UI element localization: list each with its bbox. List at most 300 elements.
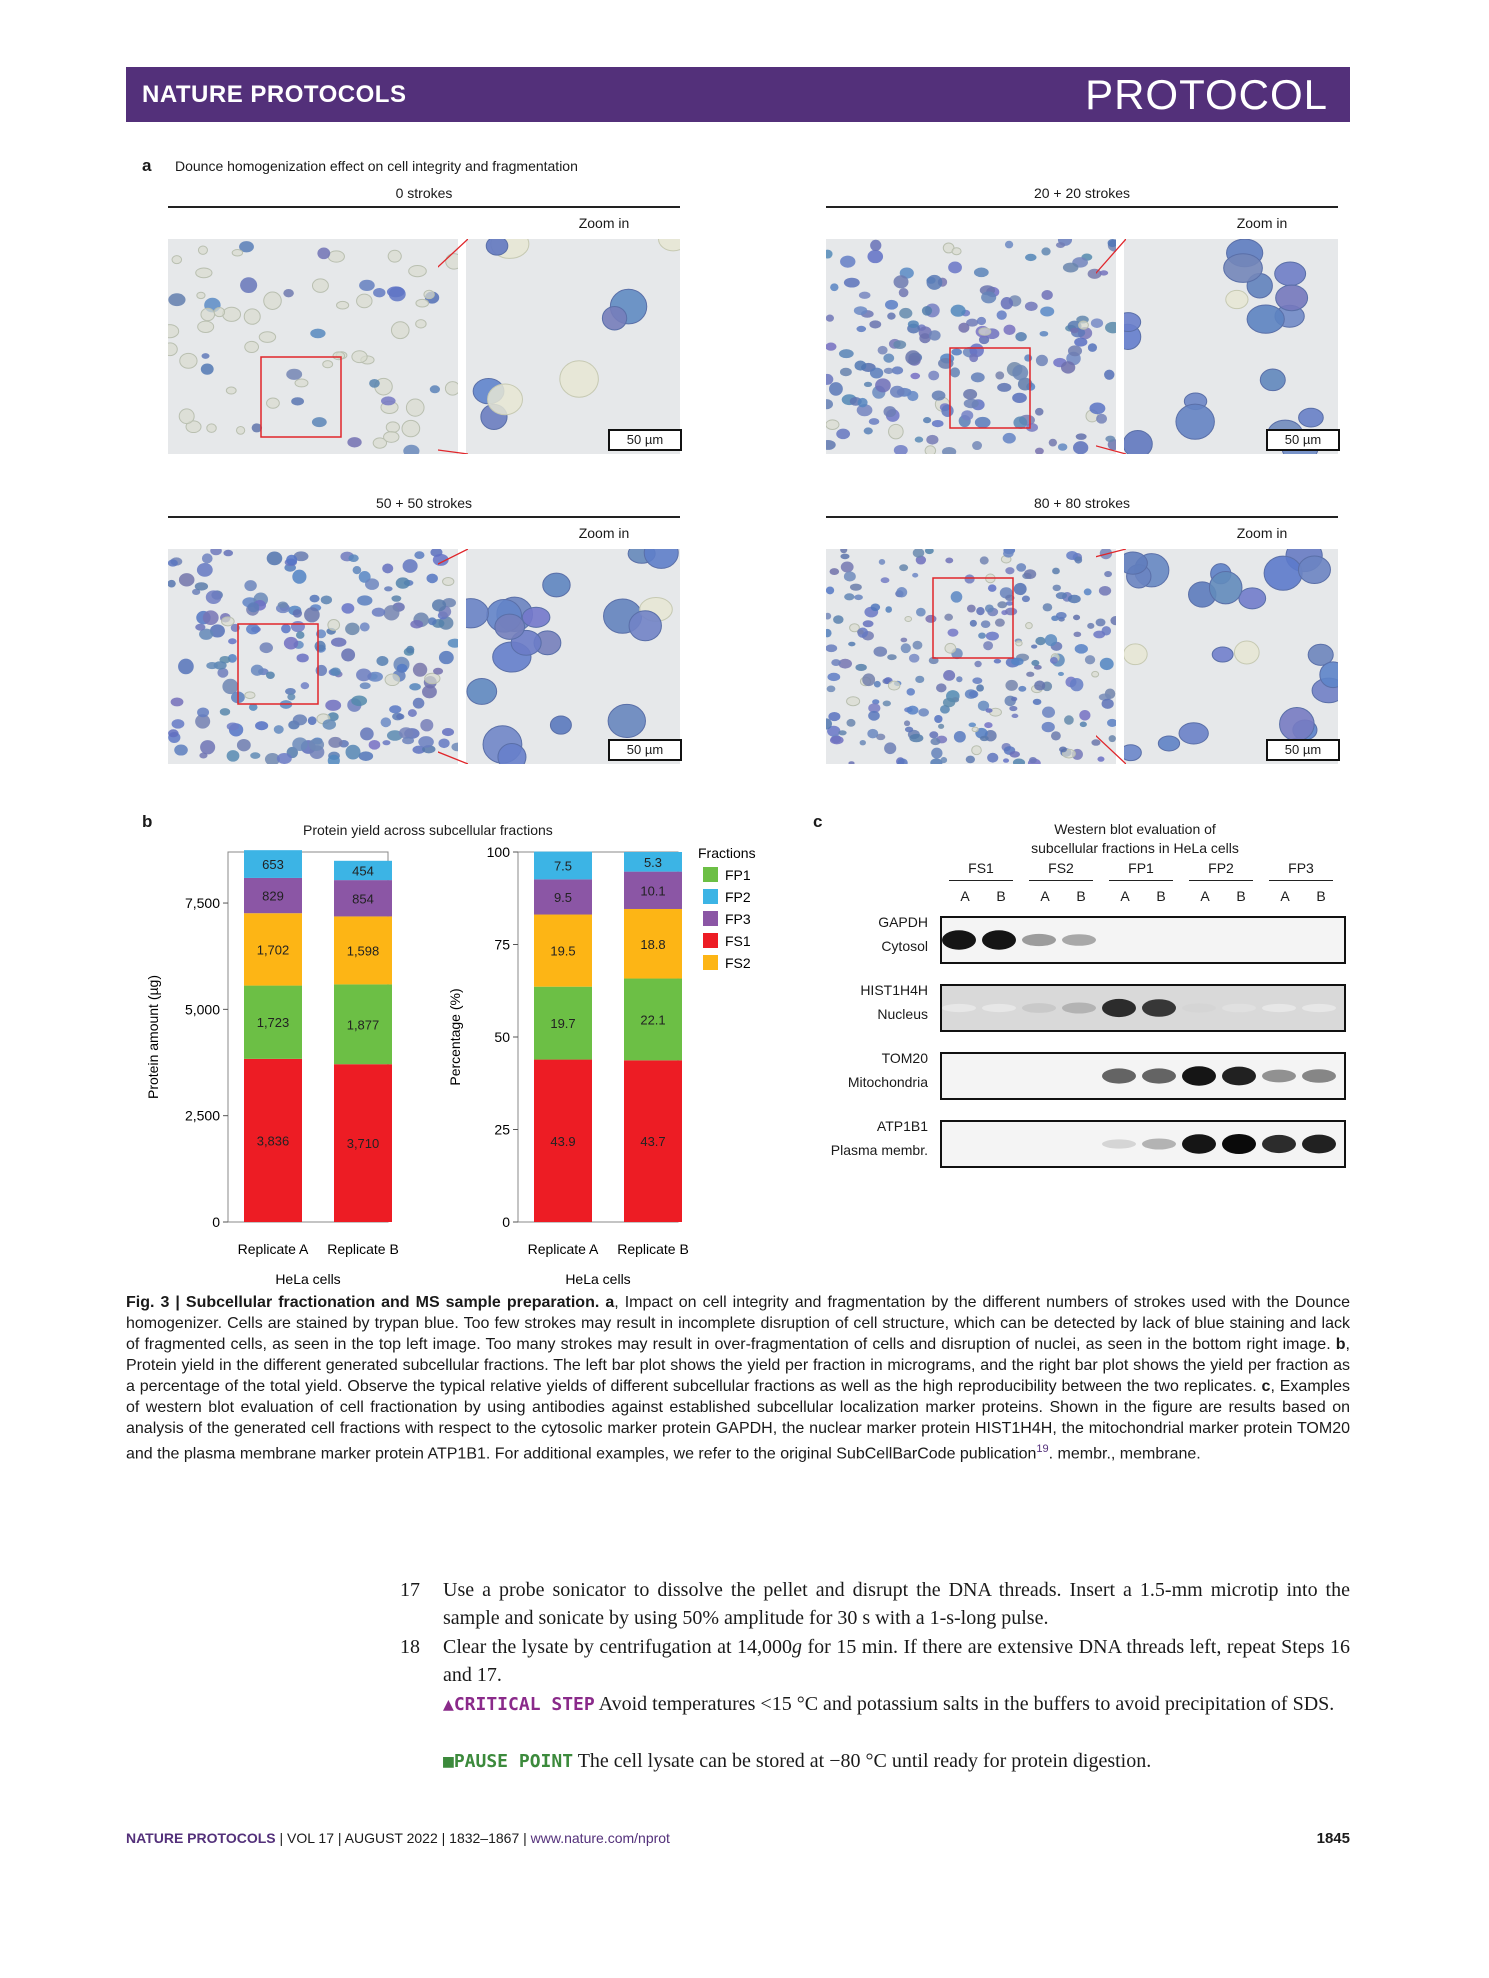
blot-band: [1182, 1066, 1216, 1085]
cell: [428, 617, 437, 625]
cell: [954, 731, 966, 743]
cell: [844, 571, 856, 581]
cell: [931, 748, 942, 759]
cell: [1025, 254, 1036, 261]
step-18-g: g: [792, 1636, 803, 1658]
caption-a-text: , Impact on cell integrity and fragmentation by the different numbers of strokes used with the Dounce homogenizer. Cells are stained by trypan blue. Too few strokes may result in incomplete disruption of cell structure, which can be detected by lack of blue staining and lack of fragmented cells, as seen in the top left image. Too many strokes may result in over-fragmentation of cells and disruption of nuclei, as seen in the bottom right image.: [126, 1294, 1351, 1353]
cell: [1005, 241, 1013, 249]
cell: [168, 729, 179, 737]
cell: [850, 584, 862, 591]
cell: [826, 629, 832, 637]
cell: [403, 559, 418, 573]
cell: [881, 577, 890, 583]
cell: [277, 753, 292, 764]
cell: [409, 683, 421, 690]
cell: [1075, 644, 1088, 654]
data-label: 18.8: [640, 936, 666, 952]
cell-zoom: [1298, 556, 1330, 584]
cell: [997, 383, 1011, 392]
cell: [986, 708, 993, 713]
blot-band: [1262, 1004, 1296, 1012]
x-tick-label: Replicate B: [327, 1241, 399, 1257]
cell: [857, 629, 864, 634]
marker-compartment-label: Plasma membr.: [830, 1142, 928, 1158]
cell: [246, 624, 260, 635]
cell: [855, 360, 867, 370]
cell: [402, 737, 414, 745]
marker-compartment-label: Nucleus: [877, 1006, 928, 1022]
micrograph-overview: [168, 239, 458, 454]
cell: [337, 301, 349, 309]
cell-zoom: [522, 607, 550, 627]
cell: [226, 387, 236, 394]
cell: [179, 409, 194, 424]
panel-c-title-line2: subcellular fractions in HeLa cells: [1031, 840, 1239, 856]
cell: [1049, 439, 1057, 447]
cell-zoom: [1260, 369, 1285, 391]
cell: [848, 642, 855, 647]
cell: [1042, 722, 1055, 732]
cell: [1035, 637, 1045, 645]
condition-label: 50 + 50 strokes: [375, 495, 473, 511]
caption-end-text: . membr., membrane.: [1048, 1445, 1201, 1463]
cell: [308, 716, 317, 725]
cell: [291, 621, 305, 632]
critical-step: [443, 1690, 1350, 1719]
x-tick-label: Replicate A: [237, 1241, 309, 1257]
cell: [391, 595, 401, 601]
y-tick-label: 5,000: [184, 1001, 220, 1018]
blot-band: [1222, 1004, 1256, 1013]
cell: [1076, 433, 1087, 440]
cell: [974, 661, 981, 667]
panel-c-title-line1: Western blot evaluation of: [1054, 821, 1216, 837]
cell: [969, 723, 977, 728]
cell-zoom: [1226, 290, 1248, 308]
caption-b-text: , Protein yield in the different generated subcellular fractions. The left bar plot shows the yield per fraction in micrograms, and the right bar plot shows the yield per fraction as a percentage of the total yield. Observe the typical relative yields of different subcellular fractions as well as the high reproducibility between the two replicates.: [126, 1336, 1350, 1395]
cell-zoom: [608, 704, 645, 737]
cell: [972, 746, 982, 755]
blot-band: [1062, 934, 1096, 946]
cell: [284, 637, 298, 650]
blot-band: [1142, 1068, 1176, 1083]
panel-c-title: [1010, 820, 1260, 858]
cell: [297, 654, 309, 663]
blot-band: [1302, 1004, 1336, 1012]
cell: [414, 551, 424, 559]
cell-zoom: [543, 573, 570, 597]
condition-rule: [826, 206, 1338, 208]
cell: [932, 420, 944, 427]
micrograph-overview: [826, 549, 1116, 764]
micrograph-zoom: [466, 239, 680, 454]
cell: [388, 250, 401, 262]
cell: [1064, 715, 1074, 724]
cell: [870, 368, 883, 379]
cell: [232, 250, 243, 256]
cell: [281, 624, 291, 633]
step-18-number: 18: [400, 1636, 420, 1658]
zoom-connector: [438, 239, 468, 454]
data-label: 3,710: [346, 1136, 380, 1152]
footer-journal: NATURE PROTOCOLS: [126, 1830, 276, 1846]
fraction-rule: [1109, 880, 1173, 881]
cell: [1031, 645, 1037, 649]
cell: [168, 580, 176, 588]
cell: [178, 659, 194, 675]
cell: [945, 558, 953, 564]
cell-zoom: [602, 306, 626, 330]
cell: [827, 673, 840, 681]
cell-zoom: [1264, 556, 1302, 590]
cell: [283, 289, 294, 297]
data-label: 7.5: [553, 858, 573, 874]
cell: [1009, 706, 1017, 711]
cell: [927, 275, 943, 290]
blot-band: [1302, 1135, 1336, 1154]
cell: [956, 676, 962, 682]
cell: [259, 332, 275, 343]
cell: [292, 737, 307, 751]
cell: [1035, 408, 1043, 416]
lane-label: B: [996, 888, 1006, 904]
cell-zoom: [466, 599, 488, 628]
cell: [826, 613, 831, 620]
cell: [910, 373, 920, 379]
cell: [1003, 758, 1009, 762]
cell: [1031, 660, 1039, 666]
cell: [1036, 355, 1048, 366]
cell-zoom: [1176, 404, 1214, 439]
scale-bar: 50 µm: [608, 429, 682, 451]
cell: [858, 398, 868, 407]
cell: [413, 698, 425, 709]
cell: [251, 665, 264, 676]
cell: [328, 737, 342, 748]
cell: [382, 564, 393, 574]
cell: [1005, 680, 1017, 691]
legend-swatch: [703, 955, 718, 970]
cell: [408, 709, 417, 717]
data-label: 9.5: [553, 889, 573, 905]
zoom-in-label: Zoom in: [1236, 525, 1288, 541]
data-label: 829: [262, 888, 284, 904]
cell-zoom: [659, 239, 680, 251]
cell: [382, 740, 390, 745]
fraction-label: FP2: [1208, 860, 1234, 876]
cell: [206, 662, 218, 669]
blot-band: [1302, 1069, 1336, 1082]
cell: [341, 648, 355, 661]
cell: [860, 740, 866, 745]
cell: [376, 656, 388, 666]
cell: [206, 590, 222, 604]
cell: [1079, 321, 1089, 329]
cell: [223, 307, 241, 321]
cell: [983, 641, 993, 650]
cell: [826, 420, 839, 430]
condition-rule: [826, 516, 1338, 518]
cell-zoom: [1234, 641, 1259, 664]
cell: [323, 719, 337, 730]
cell: [202, 553, 213, 563]
cell: [1011, 714, 1018, 718]
cell: [826, 250, 833, 259]
cell: [840, 368, 852, 377]
cell: [966, 756, 975, 764]
legend-label: FP1: [725, 867, 751, 883]
micrograph-overview-image: [826, 549, 1116, 764]
cell: [180, 353, 197, 368]
cell-zoom: [644, 549, 678, 568]
cell-zoom: [1275, 262, 1306, 286]
footer-url[interactable]: www.nature.com/nprot: [530, 1830, 670, 1846]
cell: [195, 624, 205, 631]
cell: [416, 320, 426, 328]
zoom-connector-wrap: [438, 549, 468, 764]
cell: [827, 685, 836, 692]
cell: [328, 251, 344, 262]
cell-zoom: [1124, 644, 1147, 665]
cell: [826, 586, 834, 594]
cell: [961, 410, 973, 420]
blot-band: [1182, 1134, 1216, 1153]
x-tick-label: Replicate B: [617, 1241, 689, 1257]
cell: [315, 641, 326, 652]
cell: [1041, 290, 1052, 300]
cell: [396, 714, 404, 720]
cell: [1058, 443, 1067, 450]
cell: [944, 614, 953, 621]
y-tick-label: 25: [494, 1121, 510, 1138]
cell: [856, 326, 866, 332]
cell-zoom: [550, 716, 571, 734]
cell: [413, 663, 427, 677]
cell-zoom: [1124, 745, 1141, 761]
cell: [899, 308, 912, 319]
cell: [926, 435, 938, 445]
critical-step-text: Avoid temperatures <15 °C and potassium salts in the buffers to avoid precipitation of SDS.: [598, 1693, 1335, 1715]
cell: [330, 667, 341, 675]
cell: [286, 555, 297, 565]
cell: [406, 399, 424, 416]
cell: [901, 643, 911, 653]
cell-zoom: [1276, 285, 1308, 311]
step-17-number: 17: [400, 1579, 420, 1601]
blot-band: [1142, 1139, 1176, 1150]
cell: [879, 559, 885, 565]
cell: [1013, 759, 1025, 764]
caption-b-letter: b: [1335, 1336, 1346, 1353]
blot-band: [1022, 1003, 1056, 1013]
cell: [869, 418, 880, 425]
cell: [840, 256, 855, 268]
condition-label: 20 + 20 strokes: [1033, 185, 1131, 201]
zoom-connector-wrap: [1096, 239, 1126, 454]
fraction-label: FP3: [1288, 860, 1314, 876]
data-label: 43.7: [640, 1134, 666, 1150]
cell: [890, 386, 905, 398]
bar-chart-percentage: [430, 840, 810, 1290]
blot-band: [1062, 1003, 1096, 1014]
x-tick-label: Replicate A: [527, 1241, 599, 1257]
cell: [929, 731, 938, 738]
zoom-connector: [438, 549, 468, 764]
data-label: 19.7: [550, 1016, 576, 1032]
cell: [972, 441, 982, 450]
cell-zoom: [1212, 647, 1233, 662]
cell: [981, 620, 991, 628]
cell: [333, 352, 345, 360]
cell: [958, 323, 969, 333]
cell: [255, 721, 268, 730]
cell: [997, 601, 1007, 608]
cell: [826, 440, 836, 450]
cell: [867, 250, 883, 263]
blot-image: [942, 1054, 1344, 1098]
cell: [389, 705, 401, 713]
data-label: 10.1: [640, 883, 666, 899]
legend-label: FS2: [725, 955, 751, 971]
cell: [1073, 632, 1081, 637]
cell: [248, 602, 260, 612]
cell: [985, 604, 994, 612]
cell-zoom: [495, 614, 525, 639]
cell: [360, 682, 371, 689]
cell: [909, 654, 919, 663]
cell: [1056, 592, 1067, 599]
cell: [1058, 672, 1064, 676]
legend-label: FP2: [725, 889, 751, 905]
cell: [841, 562, 854, 573]
cell: [988, 584, 997, 591]
cell: [830, 736, 844, 744]
cell: [925, 549, 934, 554]
cell-zoom: [1158, 736, 1179, 751]
pause-point-text: The cell lysate can be stored at −80 °C until ready for protein digestion.: [577, 1750, 1152, 1772]
cell: [1024, 569, 1036, 579]
marker-protein-label: ATP1B1: [876, 1118, 928, 1134]
cell: [1043, 603, 1053, 611]
cell: [836, 429, 850, 439]
cell: [171, 697, 184, 706]
lane-label: B: [1236, 888, 1246, 904]
blot-strip: [940, 984, 1346, 1032]
cell: [1012, 393, 1027, 403]
cell: [952, 248, 961, 255]
cell: [896, 587, 907, 597]
cell: [1026, 623, 1033, 629]
cell: [915, 676, 924, 683]
cell: [1003, 433, 1016, 444]
cell: [905, 727, 913, 733]
micrograph-overview: [826, 239, 1116, 454]
cell: [938, 358, 953, 369]
cell: [884, 742, 896, 754]
zoom-in-label: Zoom in: [578, 525, 630, 541]
cell: [274, 725, 284, 734]
cell: [359, 751, 373, 761]
cell: [403, 445, 419, 454]
cell: [913, 641, 923, 650]
zoom-line-top: [1096, 549, 1126, 578]
cell: [369, 740, 381, 750]
cell: [830, 283, 838, 291]
cell: [943, 670, 955, 681]
cell: [948, 262, 962, 274]
cell: [870, 240, 881, 251]
cell: [240, 277, 257, 293]
cell: [826, 315, 834, 322]
cell: [1042, 707, 1055, 718]
cell: [909, 734, 923, 742]
legend-swatch: [703, 889, 718, 904]
cell: [416, 299, 429, 307]
cell: [309, 738, 324, 751]
cell: [196, 268, 212, 278]
data-label: 454: [352, 863, 374, 879]
cell: [980, 736, 989, 741]
cell: [168, 293, 185, 306]
cell: [1018, 686, 1026, 692]
cell: [1070, 678, 1084, 691]
cell: [295, 379, 308, 387]
blot-band: [1262, 1135, 1296, 1153]
cell: [892, 366, 903, 374]
cell: [227, 750, 240, 762]
micrograph-overview-image: [826, 239, 1116, 454]
cell: [357, 294, 372, 308]
cell: [244, 580, 256, 591]
cell: [198, 246, 207, 254]
cell: [1001, 297, 1013, 309]
lane-label: B: [1156, 888, 1166, 904]
cell: [267, 551, 283, 565]
cell: [1087, 623, 1094, 629]
cell: [228, 638, 237, 644]
cell: [214, 307, 224, 316]
cell: [885, 606, 892, 613]
cell: [899, 564, 908, 571]
cell: [389, 287, 406, 302]
blot-band: [942, 930, 976, 949]
cell: [978, 632, 986, 638]
cell: [951, 305, 966, 317]
cell: [1015, 332, 1026, 341]
lane-label: A: [1040, 888, 1050, 904]
cell: [312, 417, 327, 427]
cell: [179, 573, 195, 586]
cell: [1061, 361, 1075, 373]
cell: [197, 708, 209, 718]
cell-zoom: [1124, 552, 1147, 574]
cell: [396, 577, 410, 588]
cell-zoom: [1239, 588, 1266, 609]
cell: [245, 341, 259, 352]
data-label: 3,836: [256, 1133, 290, 1149]
cell: [1073, 441, 1088, 454]
cell: [871, 603, 881, 611]
step-18-text-b: for 15 min. If there are extensive DNA threads left, repeat Steps 16 and 17.: [443, 1636, 1350, 1686]
cell: [1016, 563, 1026, 572]
cell: [1040, 331, 1049, 337]
micrograph-overview-image: [168, 549, 458, 764]
blot-band: [1102, 1068, 1136, 1083]
micrograph-zoom: [1124, 239, 1338, 454]
cell: [1084, 588, 1092, 595]
cell: [987, 753, 998, 763]
data-label: 43.9: [550, 1133, 576, 1149]
